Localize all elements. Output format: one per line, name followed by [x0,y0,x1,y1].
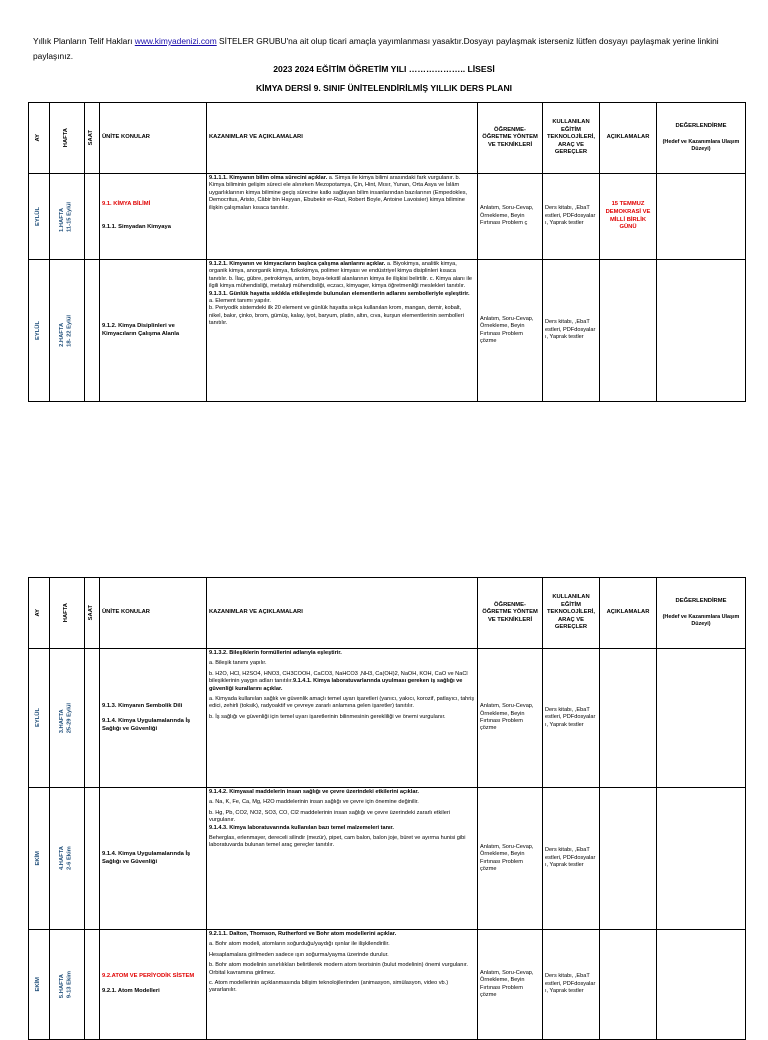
outcomes-cell: 9.1.2.1. Kimyanın ve kimyacıların başlıca çalışma alanlarını açıklar. a. Biyokimya, analitik kimya, organik kimya, anorganik kimya, fizikokimya, polimer kimyası ve endüstriyel kimya disiplinleri kısaca tanıtılır. b. İlaç, gübre, petrokimya, arıtım, boya-tekstil alanlarının kimya ile ilişkisi belirtilir. c. Kimya alanı ile ilgili kimya mühendisliği, metalurji mühendisliği, eczacı, kimyager, kimya öğretmenliği meslekleri tanıtılır. 9.1.3.1. Günlük hayatta sıklıkla etkileşimde bulunulan elementlerin adlarını sembolleriyle eşleştirir. a. Element tanımı yapılır. b. Periyodik sistemdeki ilk 20 element ve günlük hayatta sıkça kullanılan krom, mangan, demir, kobalt, nikel, bakır, çinko, brom, gümüş, kalay, iyot, baryum, platin, altın, cıva, kurşun elementlerinin sembolleri tanıtılır. [207,260,478,402]
table-header-row [29,103,746,174]
unit-cell: 9.1.4. Kimya Uygulamalarında İş Sağlığı ve Güvenliği [100,788,207,930]
header-unit: ÜNİTE KONULAR [100,103,207,174]
table-row [29,930,746,1040]
header-month: AY [35,134,42,142]
notes-cell: 15 TEMMUZ DEMOKRASİ VE MİLLİ BİRLİK GÜNÜ [600,174,657,260]
table-row [29,260,746,402]
header-evaluation: DEĞERLENDİRME (Hedef ve Kazanımlara Ulaşım Düzeyi) [657,103,746,174]
outcomes-cell: 9.1.1.1. Kimyanın bilim olma sürecini açıklar. a. Simya ile kimya bilimi arasındaki fark vurgulanır. b. Kimya biliminin gelişim süreci ele alınırken Mezopotamya, Çin, Hint, Mısır, Yunan, Orta Asya ve İslâm uygarlıklarının kimya bilimine geçiş sürecine katkı sağlayan bilim insanlarından bazılarının (Empedokles, Democritus, Aristo, Câbir bin Hayyan, Ebubekir er-Razi, Robert Boyle, Antoine Lavoisier) kimya bilimine ilişkin çalışmaları kısaca tanıtılır. [207,174,478,260]
month-cell: EYLÜL [35,708,42,728]
header-tools: KULLANILAN EĞİTİM TEKNOLOJİLERİ, ARAÇ VE GEREÇLER [543,103,600,174]
week-cell: 3.HAFTA 25-29 Eylül [59,702,73,734]
header-evaluation: DEĞERLENDİRME (Hedef ve Kazanımlara Ulaşım Düzeyi) [657,578,746,649]
month-cell: EYLÜL [35,206,42,226]
unit-cell [100,930,207,1040]
evaluation-cell [657,930,746,1040]
table-row [29,174,746,260]
header-month: AY [35,609,42,617]
hour-cell [85,174,100,260]
header-outcomes: KAZANIMLAR VE AÇIKLAMALARI [207,578,478,649]
header-methods: ÖĞRENME-ÖĞRETME YÖNTEM VE TEKNİKLERİ [478,578,543,649]
outcomes-cell: 9.2.1.1. Dalton, Thomson, Rutherford ve Bohr atom modellerini açıklar. a. Bohr atom modeli, atomların soğurduğu/yaydığı ışınlar ile ilişkilendirilir. Hesaplamalara girilmeden sadece ışın soğurma/yayma üzerinde durulur. b. Bohr atom modelinin sınırlılıkları belirtilerek modern atom teorisinin (bulut modelinin) önemi vurgulanır. Orbital kavramına girilmez. c. Atom modellerinin açıklanmasında bilişim teknolojilerinden (animasyon, simülasyon, video vb.) yararlanılır. [207,930,478,1040]
header-hour: SAAT [88,130,95,146]
notice-prefix: Yıllık Planların Telif Hakları [33,36,135,46]
unit-cell: 9.1.2. Kimya Disiplinleri ve Kimyacıların Çalışma Alanla [100,260,207,402]
evaluation-cell [657,788,746,930]
header-tools: KULLANILAN EĞİTİM TEKNOLOJİLERİ, ARAÇ VE GEREÇLER [543,578,600,649]
plan-table-2 [28,577,746,1040]
header-methods: ÖĞRENME-ÖĞRETME YÖNTEM VE TEKNİKLERİ [478,103,543,174]
header-week: HAFTA [63,128,70,148]
week-cell: 5.HAFTA 9-13 Ekim [59,970,73,999]
header-week: HAFTA [63,603,70,623]
header-outcomes: KAZANIMLAR VE AÇIKLAMALARI [207,103,478,174]
evaluation-cell [657,174,746,260]
methods-cell: Anlatım, Soru-Cevap, Örnekleme, Beyin Fırtınası Problem çözme [478,260,543,402]
week-cell: 2.HAFTA 18- 22 Eylül [59,314,73,347]
unit-main: 9.1.3. Kimyanın Sembolik Dili [102,702,183,709]
month-cell: EKİM [35,851,42,866]
evaluation-cell [657,260,746,402]
methods-cell: Anlatım, Soru-Cevap, Örnekleme, Beyin Fırtınası Problem ç [478,174,543,260]
outcomes-cell: 9.1.3.2. Bileşiklerin formüllerini adlarıyla eşleştirir. a. Bileşik tanımı yapılır. b. H2O, HCl, H2SO4, HNO3, CH3COOH, CaCO3, NaHCO3 ,NH3, Ca(OH)2, NaOH, KOH, CaO ve NaCl bileşiklerinin yaygın adları tanıtılır.9.1.4.1. Kimya laboratuvarlarında uyulması gereken iş sağlığı ve güvenliği kurallarını açıklar. a. Kimyada kullanılan sağlık ve güvenlik amaçlı temel uyarı işaretleri (yanıcı, yakıcı, korozif, patlayıcı, tahriş edici, zehirli (toksik), radyoaktif ve çevreye zararlı anlamına gelen işaretler) tanıtılır. b. İş sağlığı ve güvenliği için temel uyarı işaretlerinin bilinmesinin gerekliliği ve önemi vurgulanır. [207,649,478,788]
month-cell: EYLÜL [35,320,42,340]
methods-cell: Anlatım, Soru-Cevap, Örnekleme, Beyin Fırtınası Problem çözme [478,788,543,930]
month-cell: EKİM [35,977,42,992]
unit-cell [100,649,207,788]
unit-main: 9.2.ATOM VE PERİYODİK SİSTEM [102,973,195,980]
notes-cell [600,260,657,402]
hour-cell [85,260,100,402]
header-notes: AÇIKLAMALAR [600,103,657,174]
unit-main: 9.1. KİMYA BİLİMİ [102,201,151,208]
evaluation-cell [657,649,746,788]
tools-cell: Ders kitabı, ,EbaT estleri, PDFdosyalar ı, Yaprak testler [543,174,600,260]
unit-sub: 9.1.4. Kimya Uygulamalarında İş Sağlığı ve Güvenliği [102,718,191,732]
methods-cell: Anlatım, Soru-Cevap, Örnekleme, Beyin Fırtınası Problem çözme [478,930,543,1040]
header-unit: ÜNİTE KONULAR [100,578,207,649]
notes-cell [600,930,657,1040]
plan-title: KİMYA DERSİ 9. SINIF ÜNİTELENDİRİLMİŞ YILLIK DERS PLANI [255,83,513,93]
tools-cell: Ders kitabı, ,EbaT estleri, PDFdosyalar ı, Yaprak testler [543,930,600,1040]
school-year-title: 2023 2024 EĞİTİM ÖĞRETİM YILI ……………….. LİSESİ [273,64,495,74]
unit-sub: 9.1.1. Simyadan Kimyaya [102,224,171,231]
tools-cell: Ders kitabı, ,EbaT estleri, PDFdosyalar ı, Yaprak testler [543,649,600,788]
copyright-notice [33,34,743,64]
table-row [29,649,746,788]
hour-cell [85,788,100,930]
notice-suffix: SİTELER GRUBU'na ait olup ticari amaçla yayımlanması yasaktır.Dosyayı paylaşmak isterseniz lütfen dosyayı paylaşmak yerine linkini paylaşınız. [33,36,719,61]
unit-cell [100,174,207,260]
table-header-row [29,578,746,649]
hour-cell [85,930,100,1040]
outcomes-cell: 9.1.4.2. Kimyasal maddelerin insan sağlığı ve çevre üzerindeki etkilerini açıklar. a. Na, K, Fe, Ca, Mg, H2O maddelerinin insan sağlığı ve çevre için önemine değinilir. b. Hg, Pb, CO2, NO2, SO3, CO, Cl2 maddelerinin insan sağlığı ve çevre üzerindeki zararlı etkileri vurgulanır. 9.1.4.3. Kimya laboratuvarında kullanılan bazı temel malzemeleri tanır. Beherglas, erlenmayer, dereceli silindir (mezür), pipet, cam balon, balon joje, büret ve ayırma hunisi gibi laboratuvarda bulunan temel araç gereçler tanıtılır. [207,788,478,930]
header-notes: AÇIKLAMALAR [600,578,657,649]
site-link[interactable]: www.kimyadenizi.com [134,36,217,46]
header-hour: SAAT [88,605,95,621]
plan-table-1 [28,102,746,402]
week-cell: 1.HAFTA 11-15 Eylül [59,201,73,232]
table-row [29,788,746,930]
methods-cell: Anlatım, Soru-Cevap, Örnekleme, Beyin Fırtınası Problem çözme [478,649,543,788]
week-cell: 4.HAFTA 2-6 Ekim [59,846,73,871]
notes-cell [600,649,657,788]
notes-cell [600,788,657,930]
unit-sub: 9.2.1. Atom Modelleri [102,988,160,995]
tools-cell: Ders kitabı, ,EbaT estleri, PDFdosyalar ı, Yaprak testler [543,260,600,402]
tools-cell: Ders kitabı, ,EbaT estleri, PDFdosyalar ı, Yaprak testler [543,788,600,930]
hour-cell [85,649,100,788]
